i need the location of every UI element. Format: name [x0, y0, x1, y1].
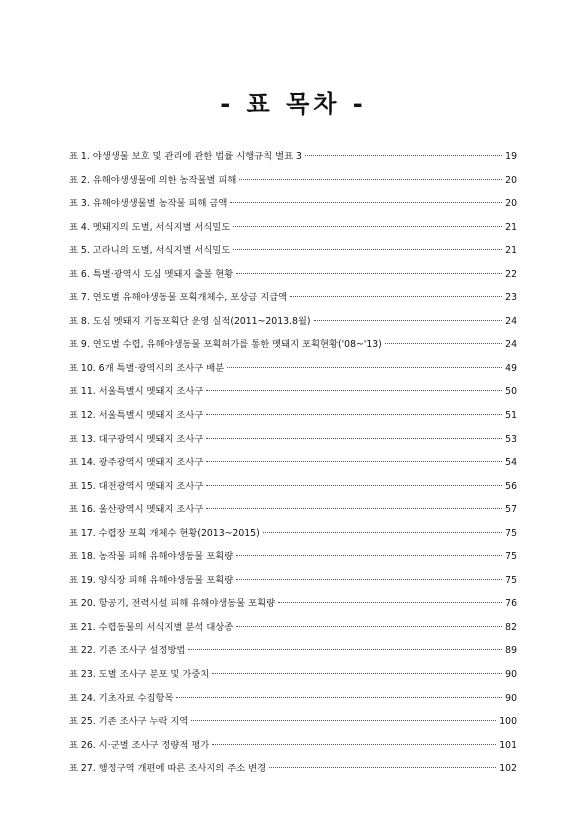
toc-entry[interactable]: [69, 595, 517, 619]
dot-leader: [305, 155, 502, 156]
toc-entry-page-number: 53: [505, 433, 517, 445]
toc-entry-label: 표 17. 수렵장 포획 개체수 현황(2013~2015): [69, 527, 260, 539]
dot-leader: [239, 179, 502, 180]
toc-entry-label: 표 16. 울산광역시 멧돼지 조사구: [69, 504, 204, 516]
toc-entry-label: 표 24. 기초자료 수집항목: [69, 692, 174, 704]
toc-entry-page-number: 90: [505, 669, 517, 681]
toc-entry-page-number: 21: [505, 245, 517, 257]
toc-entry[interactable]: [69, 289, 517, 313]
dot-leader: [278, 602, 502, 603]
toc-entry[interactable]: [69, 242, 517, 266]
toc-entry-label: 표 5. 고라니의 도별, 서식지별 서식밀도: [69, 245, 231, 257]
page-title: - 표 목차 -: [220, 90, 367, 118]
toc-entry-label: 표 8. 도심 멧돼지 기동포획단 운영 실적(2011~2013.8월): [69, 315, 311, 327]
dot-leader: [212, 673, 502, 674]
toc-entry-page-number: 22: [505, 268, 517, 280]
toc-entry-page-number: 101: [499, 739, 517, 751]
dot-leader: [236, 579, 502, 580]
toc-entry-page-number: 24: [505, 315, 517, 327]
toc-entry-label: 표 7. 연도별 유해야생동물 포획개체수, 포상금 지급액: [69, 292, 288, 304]
toc-entry-label: 표 15. 대전광역시 멧돼지 조사구: [69, 480, 204, 492]
toc-entry[interactable]: [69, 713, 517, 737]
toc-entry-label: 표 11. 서울특별시 멧돼지 조사구: [69, 386, 204, 398]
toc-entry[interactable]: [69, 195, 517, 219]
toc-entry-label: 표 4. 멧돼지의 도별, 서식지별 서식밀도: [69, 221, 231, 233]
dot-leader: [385, 343, 502, 344]
dot-leader: [191, 720, 496, 721]
toc-entry-page-number: 102: [499, 763, 517, 775]
dot-leader: [206, 438, 502, 439]
dot-leader: [236, 273, 502, 274]
toc-entry-label: 표 18. 농작물 피해 유해야생동물 포획량: [69, 551, 234, 563]
toc-entry-label: 표 25. 기존 조사구 누락 지역: [69, 716, 189, 728]
toc-entry-page-number: 89: [505, 645, 517, 657]
toc-entry[interactable]: [69, 407, 517, 431]
toc-entry-page-number: 19: [505, 151, 517, 162]
toc-entry-page-number: 20: [505, 174, 517, 186]
toc-entry[interactable]: [69, 266, 517, 290]
toc-entry[interactable]: [69, 148, 517, 172]
toc-entry-label: 표 21. 수렵동물의 서식지별 분석 대상종: [69, 621, 234, 633]
dot-leader: [206, 461, 502, 462]
dot-leader: [206, 390, 502, 391]
toc-entry[interactable]: [69, 572, 517, 596]
toc-entry[interactable]: [69, 737, 517, 761]
dot-leader: [227, 367, 502, 368]
toc-entry[interactable]: [69, 548, 517, 572]
toc-entry[interactable]: [69, 619, 517, 643]
toc-entry-page-number: 76: [505, 598, 517, 610]
dot-leader: [233, 249, 502, 250]
toc-entry[interactable]: [69, 219, 517, 243]
dot-leader: [269, 767, 496, 768]
toc-entry[interactable]: [69, 525, 517, 549]
toc-entry[interactable]: [69, 336, 517, 360]
toc-entry[interactable]: [69, 666, 517, 690]
toc-entry-page-number: 75: [505, 527, 517, 539]
dot-leader: [236, 555, 502, 556]
toc-entry[interactable]: [69, 501, 517, 525]
dot-leader: [314, 320, 503, 321]
toc-entry-label: 표 9. 연도별 수렵, 유해야생동물 포획허가를 통한 멧돼지 포획현황('08~'13): [69, 339, 382, 351]
toc-entry[interactable]: [69, 431, 517, 455]
toc-entry-label: 표 10. 6개 특별·광역시의 조사구 배분: [69, 362, 225, 374]
toc-entry-page-number: 23: [505, 292, 517, 304]
toc-entry-label: 표 23. 도별 조사구 분포 및 가중치: [69, 669, 210, 681]
toc-entry[interactable]: [69, 383, 517, 407]
toc-entry-page-number: 82: [505, 621, 517, 633]
toc-entry-label: 표 14. 광주광역시 멧돼지 조사구: [69, 457, 204, 469]
dot-leader: [188, 649, 502, 650]
toc-entry[interactable]: [69, 690, 517, 714]
toc-entry-page-number: 56: [505, 480, 517, 492]
toc-entry-page-number: 50: [505, 386, 517, 398]
toc-entry-page-number: 75: [505, 551, 517, 563]
dot-leader: [233, 226, 502, 227]
dot-leader: [206, 414, 502, 415]
toc-entry-page-number: 49: [505, 362, 517, 374]
toc-entry[interactable]: [69, 360, 517, 384]
toc-entry-page-number: 21: [505, 221, 517, 233]
toc-entry-label: 표 19. 양식장 피해 유해야생동물 포획량: [69, 574, 234, 586]
dot-leader: [176, 697, 502, 698]
dot-leader: [290, 296, 502, 297]
toc-entry-page-number: 20: [505, 198, 517, 210]
toc-entry-label: 표 20. 항공기, 전력시설 피해 유해야생동물 포획량: [69, 598, 276, 610]
toc-entry-page-number: 54: [505, 457, 517, 469]
dot-leader: [263, 532, 502, 533]
dot-leader: [236, 626, 502, 627]
toc-entry-label: 표 26. 시·군별 조사구 정량적 평가: [69, 739, 210, 751]
toc-entry-page-number: 51: [505, 410, 517, 422]
toc-entry[interactable]: [69, 172, 517, 196]
toc-entry-page-number: 90: [505, 692, 517, 704]
dot-leader: [212, 744, 496, 745]
toc-entry-label: 표 1. 야생생물 보호 및 관리에 관한 법률 시행규칙 별표 3: [69, 151, 302, 162]
toc-entry[interactable]: [69, 478, 517, 502]
toc-entry-page-number: 75: [505, 574, 517, 586]
dot-leader: [230, 202, 502, 203]
toc-entry[interactable]: [69, 454, 517, 478]
toc-entry-page-number: 100: [499, 716, 517, 728]
toc-entry[interactable]: [69, 642, 517, 666]
toc-entry-label: 표 22. 기존 조사구 설정방법: [69, 645, 186, 657]
dot-leader: [206, 485, 502, 486]
toc-entry[interactable]: [69, 313, 517, 337]
toc-entry-label: 표 2. 유해야생생물에 의한 농작물별 피해: [69, 174, 237, 186]
toc-entry-label: 표 13. 대구광역시 멧돼지 조사구: [69, 433, 204, 445]
toc-entry-label: 표 3. 유해야생생물별 농작물 피해 금액: [69, 198, 228, 210]
toc-entry-page-number: 24: [505, 339, 517, 351]
table-of-contents-list: [69, 148, 517, 784]
toc-entry-label: 표 27. 행정구역 개편에 따른 조사지의 주소 변경: [69, 763, 267, 775]
toc-entry-label: 표 6. 특별·광역시 도심 멧돼지 출몰 현황: [69, 268, 234, 280]
dot-leader: [206, 508, 502, 509]
toc-entry[interactable]: [69, 760, 517, 784]
toc-entry-page-number: 57: [505, 504, 517, 516]
toc-entry-label: 표 12. 서울특별시 멧돼지 조사구: [69, 410, 204, 422]
